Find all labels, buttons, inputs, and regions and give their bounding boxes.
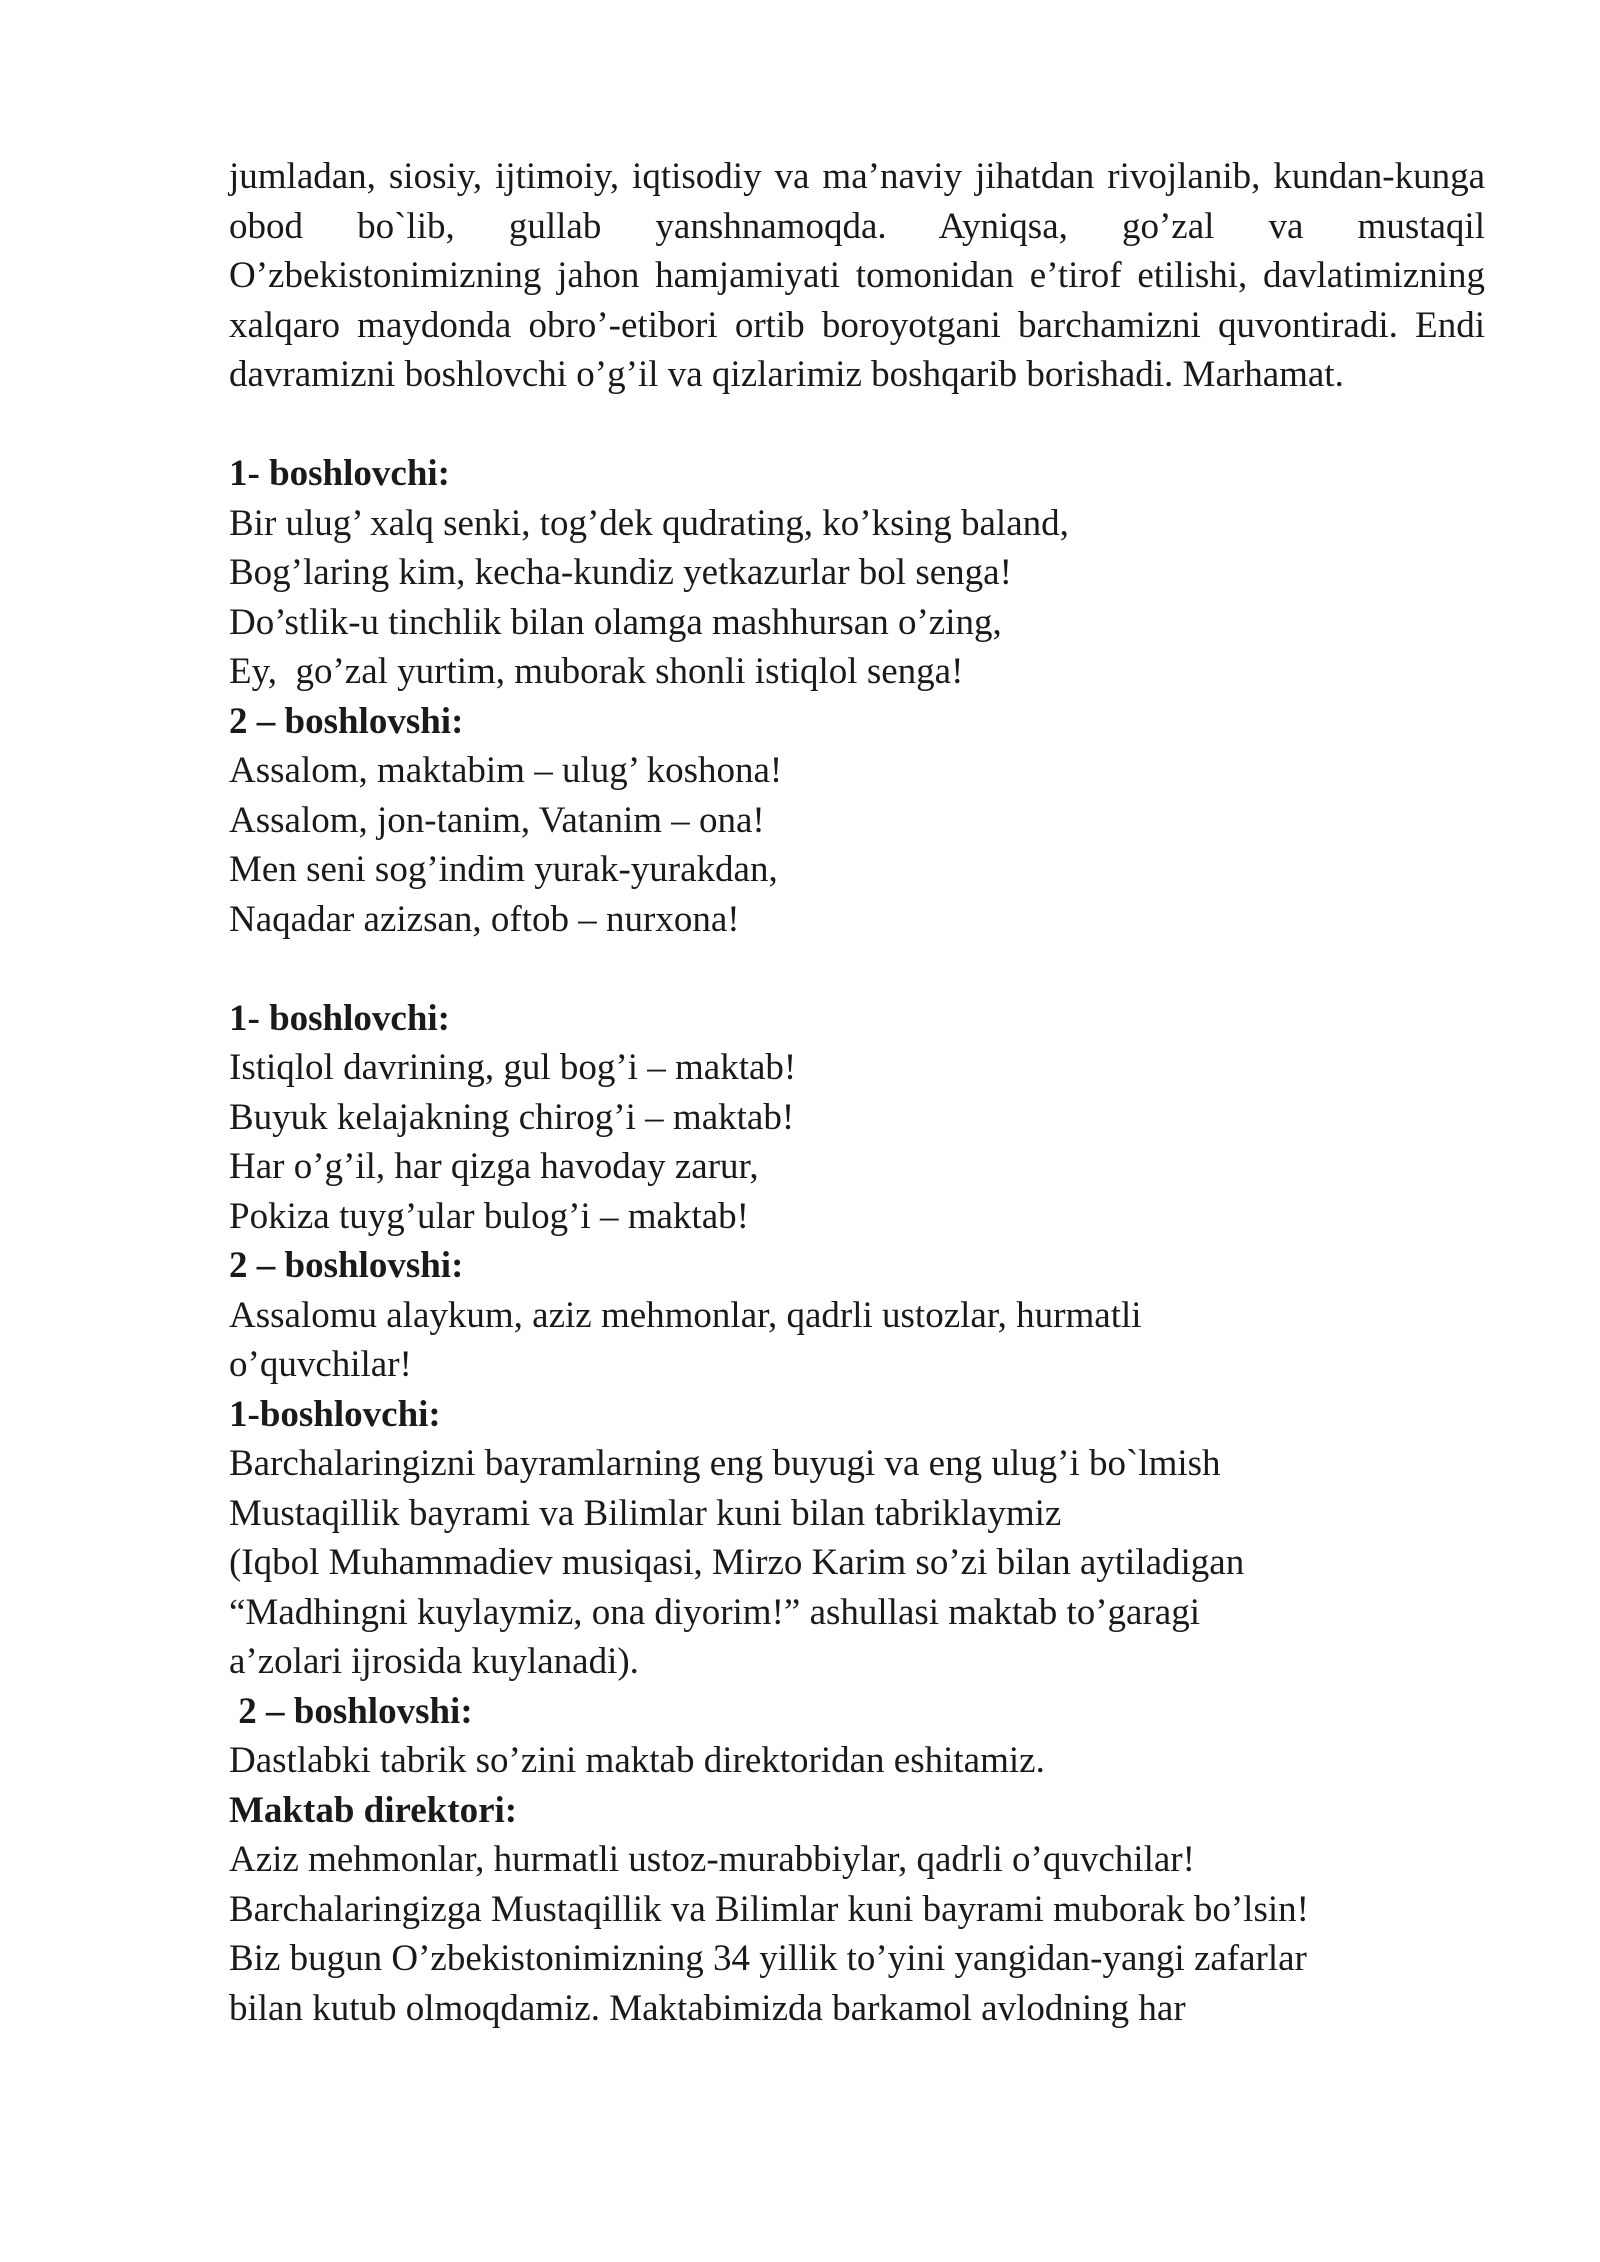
section-6 — [229, 1687, 1485, 1786]
verse-line: Do’stlik-u tinchlik bilan olamga mashhursan o’zing, — [229, 601, 1002, 643]
text-line: bilan kutub olmoqdamiz. Maktabimizda barkamol avlodning har — [229, 1987, 1186, 2029]
blank-line — [229, 944, 1485, 994]
section-7 — [229, 1786, 1485, 2034]
verse-line: Naqadar azizsan, oftob – nurxona! — [229, 898, 740, 940]
text-line: Barchalaringizni bayramlarning eng buyugi va eng ulug’i bo`lmish — [229, 1443, 1221, 1484]
section-2 — [229, 697, 1485, 945]
verse-line: Ey, go’zal yurtim, muborak shonli istiqlol senga! — [229, 651, 964, 692]
verse-line: Har o’g’il, har qizga havoday zarur, — [229, 1146, 759, 1187]
text-line: a’zolari ijrosida kuylanadi). — [229, 1641, 639, 1682]
intro-paragraph: jumladan, siosiy, ijtimoiy, iqtisodiy va ma’naviy jihatdan rivojlanib, kundan-kunga obod bo`lib, gullab yanshnamoqda. Ayniqsa, go’zal va mustaqil O’zbekistonimizning jahon hamjamiyati tomonidan e’tirof etilishi, davlatimizning xalqaro maydonda obro’-etibori ortib boroyotgani barchamizni quvontiradi. Endi davramizni boshlovchi o’g’il va qizlarimiz boshqarib borishadi. Marhamat. — [229, 156, 1485, 395]
speaker-heading: 2 – boshlovshi: — [229, 700, 464, 742]
document-page — [229, 152, 1485, 2033]
text-line: Dastlabki tabrik so’zini maktab direktoridan eshitamiz. — [229, 1740, 1045, 1781]
verse-line: Bog’laring kim, kecha-kundiz yetkazurlar bol senga! — [229, 552, 1012, 593]
section-5 — [229, 1390, 1485, 1687]
text-line: Assalomu alaykum, aziz mehmonlar, qadrli ustozlar, hurmatli — [229, 1294, 1142, 1336]
blank-line — [229, 400, 1485, 450]
speaker-heading: 2 – boshlovshi: — [229, 1245, 464, 1286]
verse-line: Assalom, jon-tanim, Vatanim – ona! — [229, 799, 765, 841]
speaker-heading: 1-boshlovchi: — [229, 1393, 441, 1435]
text-line: “Madhingni kuylaymiz, ona diyorim!” ashullasi maktab to’garagi — [229, 1591, 1200, 1633]
speaker-heading: 2 – boshlovshi: — [229, 1690, 473, 1732]
section-3 — [229, 994, 1485, 1242]
speaker-heading: 1- boshlovchi: — [229, 997, 451, 1039]
verse-line: Bir ulug’ xalq senki, tog’dek qudrating, ko’ksing baland, — [229, 502, 1069, 544]
verse-line: Assalom, maktabim – ulug’ koshona! — [229, 750, 783, 791]
speaker-heading: 1- boshlovchi: — [229, 453, 451, 494]
section-4 — [229, 1241, 1485, 1390]
section-1 — [229, 449, 1485, 697]
text-line: Barchalaringizga Mustaqillik va Bilimlar kuni bayrami muborak bo’lsin! — [229, 1888, 1309, 1930]
text-line: Mustaqillik bayrami va Bilimlar kuni bilan tabriklaymiz — [229, 1492, 1062, 1534]
text-line: o’quvchilar! — [229, 1344, 412, 1385]
verse-line: Istiqlol davrining, gul bog’i – maktab! — [229, 1047, 797, 1088]
text-line: Aziz mehmonlar, hurmatli ustoz-murabbiylar, qadrli o’quvchilar! — [229, 1839, 1195, 1880]
speaker-heading: Maktab direktori: — [229, 1789, 518, 1831]
verse-line: Men seni sog’indim yurak-yurakdan, — [229, 849, 778, 890]
text-line: (Iqbol Muhammadiev musiqasi, Mirzo Karim so’zi bilan aytiladigan — [229, 1542, 1245, 1583]
verse-line: Buyuk kelajakning chirog’i – maktab! — [229, 1096, 795, 1138]
text-line: Biz bugun O’zbekistonimizning 34 yillik to’yini yangidan-yangi zafarlar — [229, 1938, 1307, 1979]
verse-line: Pokiza tuyg’ular bulog’i – maktab! — [229, 1195, 749, 1237]
